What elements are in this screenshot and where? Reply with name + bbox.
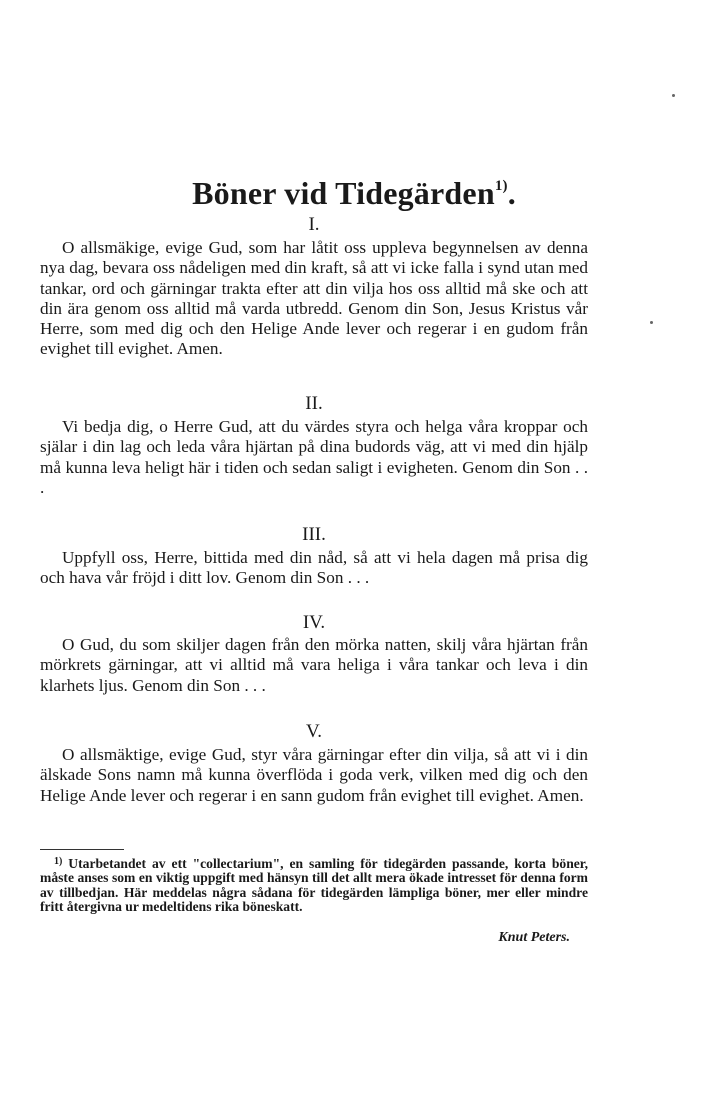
scan-speck [672, 94, 675, 97]
footnote-divider [40, 849, 124, 850]
page-title [0, 166, 708, 213]
prayer-paragraph-5: O allsmäktige, evige Gud, styr våra gärningar efter din vilja, så att vi i din älskade Sons namn må kunna överflöda i goda verk, vilken med dig och den Helige Ande lever och regerar i en sann gudom från evighet till evighet. Amen. [40, 745, 588, 805]
prayer-paragraph-2: Vi bedja dig, o Herre Gud, att du värdes styra och helga våra kroppar och själar i din lag och leda våra hjärtan på dina budords väg, att vi med din hjälp må kunna leva heligt här i tiden och sedan saligt i evigheten. Genom din Son . . . [40, 417, 588, 497]
section-numeral-2: II. [305, 393, 323, 414]
prayer-paragraph-3: Uppfyll oss, Herre, bittida med din nåd, så att vi hela dagen må prisa dig och hava vår fröjd i ditt lov. Genom din Son . . . [40, 548, 588, 588]
footnote-text: Utarbetandet av ett "collectarium", en samling för tidegärden passande, korta böner, måste anses som en viktig uppgift med hänsyn till det allt mera ökade intresset för denna form av tillbedjan. Här meddelas några sådana för tidegärden lämpliga böner, mer eller mindre fritt återgivna ur medeltidens rika böneskatt. [40, 856, 588, 915]
section-numeral-5: V. [305, 721, 323, 742]
prayer-paragraph-1: O allsmäkige, evige Gud, som har låtit oss uppleva begynnelsen av denna nya dag, bevara oss nådeligen med din kraft, så att vi icke falla i synd utan med tankar, ord och gärningar trakta efter att din vilja hos oss alltid må ske och att din ära genom oss alltid må varda utbredd. Genom din Son, Jesus Kristus vår Herre, som med dig och den Helige Ande lever och regerar i en gudom från evighet till evighet. Amen. [40, 238, 588, 359]
section-numeral-3: III. [302, 524, 326, 545]
scan-speck [650, 321, 653, 324]
prayer-paragraph-4: O Gud, du som skiljer dagen från den mörka natten, skilj våra hjärtan från mörkrets gärningar, att vi alltid må vara heliga i våra tankar och leva i din klarhets ljus. Genom din Son . . . [40, 635, 588, 695]
section-numeral-4: IV. [302, 612, 326, 633]
title-end-punct: . [507, 175, 516, 211]
footnote [40, 855, 588, 915]
section-numeral-1: I. [308, 214, 320, 235]
footnote-marker: 1) [54, 856, 63, 867]
author-signature: Knut Peters. [498, 930, 570, 945]
title-footnote-marker: 1) [494, 178, 508, 194]
title-text: Böner vid Tidegärden [192, 175, 495, 211]
